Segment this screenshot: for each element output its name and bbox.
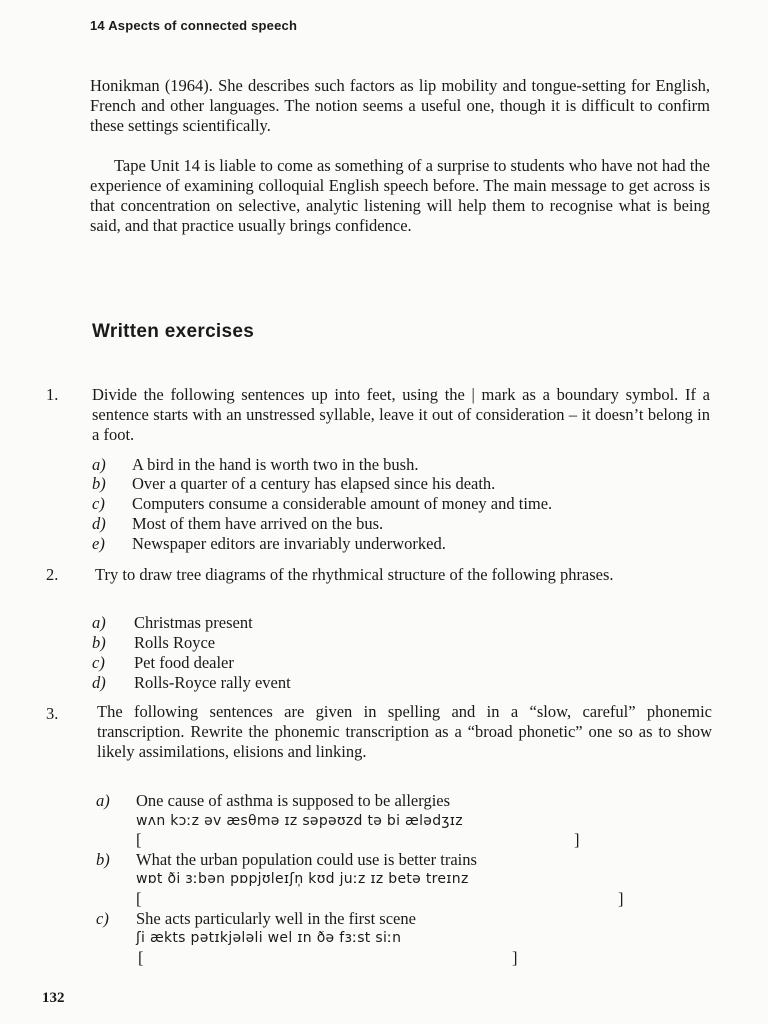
item-text: One cause of asthma is supposed to be allergies xyxy=(136,791,451,810)
item-text: Newspaper editors are invariably underworked. xyxy=(132,534,446,553)
item-label: c) xyxy=(92,653,105,672)
item-text: Pet food dealer xyxy=(134,653,234,672)
item-label: a) xyxy=(96,791,110,810)
bracket-close: ] xyxy=(618,889,624,908)
item-text: Most of them have arrived on the bus. xyxy=(132,514,384,533)
item-text: Rolls-Royce rally event xyxy=(134,673,291,692)
item-label: e) xyxy=(92,534,105,553)
item-label: d) xyxy=(92,514,106,533)
running-head: 14 Aspects of connected speech xyxy=(90,18,298,33)
phonemic-transcription: wʌn kɔːz əv æsθmə ɪz səpəʊzd tə bi ælədʒɪz xyxy=(136,813,463,829)
exercise-instruction: Try to draw tree diagrams of the rhythmical structure of the following phrases. xyxy=(95,565,614,584)
item-text: What the urban population could use is better trains xyxy=(136,850,477,869)
item-label: c) xyxy=(96,909,109,928)
bracket-open: [ xyxy=(136,889,142,908)
exercise-number: 2. xyxy=(46,565,59,584)
item-text: Rolls Royce xyxy=(134,633,216,652)
intro-paragraph-1: Honikman (1964). She describes such factors as lip mobility and tongue-setting for English, French and other languages. The notion seems a useful one, though it is difficult to confirm these settings scientifically. xyxy=(90,76,710,135)
phonemic-transcription: wɒt ði ɜːbən pɒpjʊleɪʃn̩ kʊd juːz ɪz betə treɪnz xyxy=(136,871,469,887)
item-label: b) xyxy=(96,850,110,869)
exercise-number: 1. xyxy=(46,385,59,404)
page-number: 132 xyxy=(42,990,65,1006)
item-label: b) xyxy=(92,633,106,652)
exercise-number: 3. xyxy=(46,704,59,723)
item-text: She acts particularly well in the first scene xyxy=(136,909,416,928)
exercise-instruction: Divide the following sentences up into feet, using the | mark as a boundary symbol. If a sentence starts with an unstressed syllable, leave it out of consideration – it doesn’t belong in a foot. xyxy=(92,385,710,444)
section-title: Written exercises xyxy=(92,321,255,342)
intro-paragraph-2: Tape Unit 14 is liable to come as something of a surprise to students who have not had the experience of examining colloquial English speech before. The main message to get across is that concentration on selective, analytic listening will help them to recognise what is being said, and that practice usually brings confidence. xyxy=(90,156,710,235)
item-label: a) xyxy=(92,613,106,632)
item-label: c) xyxy=(92,494,105,513)
item-text: Computers consume a considerable amount of money and time. xyxy=(132,494,553,513)
item-label: b) xyxy=(92,474,106,493)
phonemic-transcription: ʃi ækts pətɪkjələli wel ɪn ðə fɜːst siːn xyxy=(136,930,402,946)
item-label: a) xyxy=(92,455,106,474)
bracket-close: ] xyxy=(574,830,580,849)
bracket-close: ] xyxy=(512,948,518,967)
item-text: Over a quarter of a century has elapsed since his death. xyxy=(132,474,496,493)
bracket-open: [ xyxy=(136,830,142,849)
item-text: Christmas present xyxy=(134,613,253,632)
bracket-open: [ xyxy=(138,948,144,967)
item-label: d) xyxy=(92,673,106,692)
exercise-instruction: The following sentences are given in spelling and in a “slow, careful” phonemic transcription. Rewrite the phonemic transcription as a “broad phonetic” one so as to show likely assimilations, elisions and linking. xyxy=(97,702,712,761)
item-text: A bird in the hand is worth two in the bush. xyxy=(132,455,419,474)
